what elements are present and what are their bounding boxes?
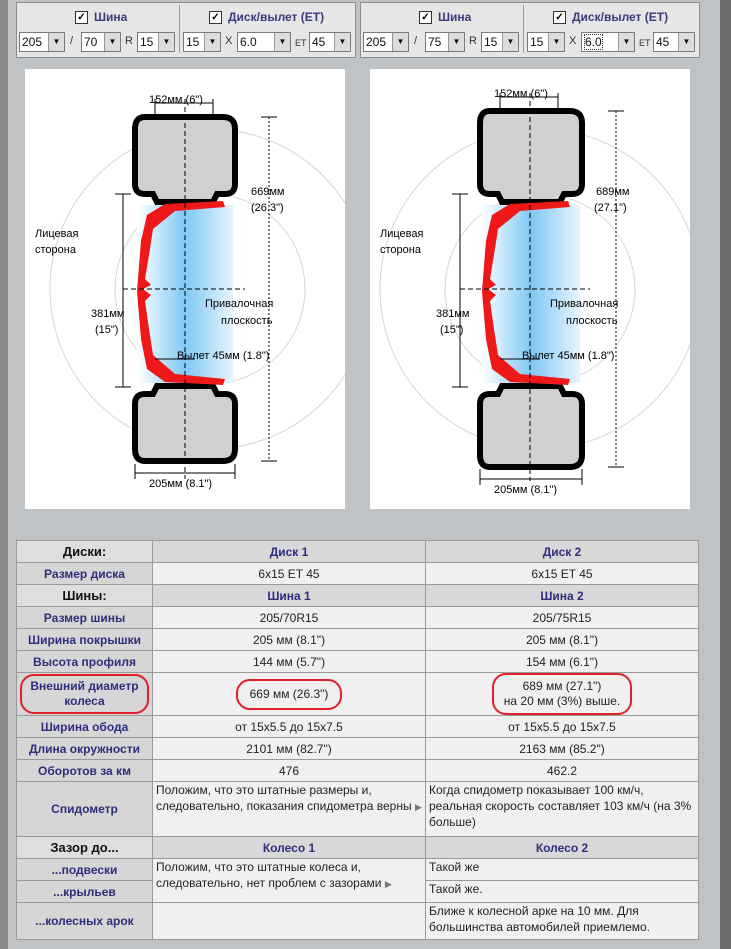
- disk-radius-value: 15: [530, 35, 544, 49]
- outer-diameter-1: 669 мм (26.3"): [236, 679, 343, 710]
- chevron-down-icon[interactable]: ▼: [448, 33, 464, 51]
- clearance-1: Положим, что это штатные колеса и, следовательно, нет проблем с зазорами: [156, 860, 382, 890]
- panel-divider: [523, 5, 524, 53]
- face-label-2: сторона: [380, 244, 421, 256]
- speedometer-label: Спидометр: [17, 782, 153, 837]
- arch-label: ...колесных арок: [17, 903, 153, 940]
- revolutions-1: 476: [153, 760, 426, 782]
- outer-diameter-in: (27.1"): [594, 202, 627, 214]
- table-row: [17, 760, 699, 782]
- fender-2: Такой же.: [426, 881, 699, 903]
- tire-size-2: 205/75R15: [426, 607, 699, 629]
- check-icon[interactable]: ✓: [209, 11, 222, 24]
- revolutions-label: Оборотов за км: [17, 760, 153, 782]
- et-value: 45: [312, 35, 326, 49]
- disk-toggle-1[interactable]: [209, 7, 324, 27]
- tread-width-1: 205 мм (8.1"): [153, 629, 426, 651]
- et-label: ET: [639, 38, 651, 48]
- chevron-down-icon[interactable]: ▼: [274, 33, 290, 51]
- more-arrow-icon[interactable]: ▶: [384, 879, 392, 889]
- disk-1-header: Диск 1: [153, 541, 426, 563]
- circumference-2: 2163 мм (85.2"): [426, 738, 699, 760]
- arch-2: Ближе к колесной арке на 10 мм. Для большинства автомобилей приемлемо.: [426, 903, 699, 940]
- outer-diameter-1-cell: [153, 673, 426, 716]
- arch-1: [153, 903, 426, 940]
- mount-plane-label-1: Привалочная: [205, 298, 274, 310]
- controls-panel-1: [16, 2, 356, 58]
- outer-diameter-label: Внешний диаметр колеса: [20, 674, 149, 714]
- face-label-2: сторона: [35, 244, 76, 256]
- profile-height-label: Высота профиля: [17, 651, 153, 673]
- tire-toggle-1[interactable]: [75, 7, 127, 27]
- tire-width-select-1[interactable]: [19, 32, 65, 52]
- table-row: [17, 629, 699, 651]
- mount-plane-label-2: плоскость: [566, 315, 618, 327]
- disk-width-select-2[interactable]: [581, 32, 635, 52]
- wheel-diagram-2: [370, 69, 690, 509]
- tire-width-value: 205: [22, 35, 43, 49]
- top-width-label: 152мм (6"): [149, 94, 203, 106]
- check-icon[interactable]: ✓: [75, 11, 88, 24]
- chevron-down-icon[interactable]: ▼: [502, 33, 518, 51]
- table-row: [17, 738, 699, 760]
- tire-top-section: [480, 111, 582, 202]
- disk-width-value: 6.0: [240, 35, 257, 49]
- tread-width-2: 205 мм (8.1"): [426, 629, 699, 651]
- slash-label: /: [414, 35, 418, 47]
- chevron-down-icon[interactable]: ▼: [104, 33, 120, 51]
- suspension-label: ...подвески: [17, 859, 153, 881]
- disk-2-header: Диск 2: [426, 541, 699, 563]
- outer-diameter-2: [492, 673, 632, 715]
- disk-radius-value: 15: [186, 35, 200, 49]
- rim-width-label: Ширина обода: [17, 716, 153, 738]
- offset-label: Вылет 45мм (1.8"): [177, 350, 270, 362]
- profile-value: 70: [84, 35, 98, 49]
- tread-width-label: Ширина покрышки: [17, 629, 153, 651]
- tire-toggle-2[interactable]: [419, 7, 471, 27]
- chevron-down-icon[interactable]: ▼: [158, 33, 174, 51]
- tires-section-label: Шины:: [17, 585, 153, 607]
- disk-toggle-label: Диск/вылет (ET): [228, 10, 325, 24]
- table-row: [17, 903, 699, 940]
- speedometer-1-cell: [153, 782, 426, 837]
- outer-diameter-mm: 669мм: [251, 186, 285, 198]
- disks-section-label: Диски:: [17, 541, 153, 563]
- tire-2-header: Шина 2: [426, 585, 699, 607]
- scrollbar-strip[interactable]: [720, 0, 731, 949]
- tire-size-1: 205/70R15: [153, 607, 426, 629]
- disk-width-value: 6.0: [585, 35, 602, 49]
- face-label-1: Лицевая: [380, 228, 424, 240]
- mount-plane-label-1: Привалочная: [550, 298, 619, 310]
- profile-height-1: 144 мм (5.7"): [153, 651, 426, 673]
- outer-diameter-2-cell: [426, 673, 699, 716]
- face-label-1: Лицевая: [35, 228, 79, 240]
- circumference-label: Длина окружности: [17, 738, 153, 760]
- table-row: [17, 541, 699, 563]
- outer-diameter-2-value: 689 мм (27.1"): [522, 679, 602, 693]
- outer-diameter-mm: 689мм: [596, 186, 630, 198]
- rim-diameter-mm: 381мм: [436, 308, 470, 320]
- tire-bottom-section: [480, 386, 582, 467]
- controls-panel-2: [360, 2, 700, 58]
- tire-radius-value: 15: [484, 35, 498, 49]
- check-icon[interactable]: ✓: [419, 11, 432, 24]
- rim-diameter-in: (15"): [95, 324, 119, 336]
- rim-diameter-mm: 381мм: [91, 308, 125, 320]
- circumference-1: 2101 мм (82.7"): [153, 738, 426, 760]
- bottom-width-label: 205мм (8.1"): [494, 484, 558, 496]
- bottom-width-label: 205мм (8.1"): [149, 478, 213, 490]
- chevron-down-icon[interactable]: ▼: [548, 33, 564, 51]
- check-icon[interactable]: ✓: [553, 11, 566, 24]
- table-row: [17, 673, 699, 716]
- table-row: [17, 716, 699, 738]
- panel-divider: [179, 5, 180, 53]
- tire-radius-select-2[interactable]: [481, 32, 519, 52]
- table-row: [17, 585, 699, 607]
- disk-size-1: 6x15 ET 45: [153, 563, 426, 585]
- x-label: X: [225, 35, 233, 47]
- et-select-1[interactable]: [309, 32, 351, 52]
- r-label: R: [125, 35, 133, 47]
- table-row: [17, 563, 699, 585]
- wheel-2-header: Колесо 2: [426, 837, 699, 859]
- disk-toggle-2[interactable]: [553, 7, 668, 27]
- disk-width-select-1[interactable]: [237, 32, 291, 52]
- disk-size-label: Размер диска: [17, 563, 153, 585]
- suspension-2: Такой же: [426, 859, 699, 881]
- top-width-label: 152мм (6"): [494, 88, 548, 100]
- outer-diameter-cell: [17, 673, 153, 716]
- chevron-down-icon[interactable]: ▼: [204, 33, 220, 51]
- chevron-down-icon[interactable]: ▼: [392, 33, 408, 51]
- fender-label: ...крыльев: [17, 881, 153, 903]
- tire-width-select-2[interactable]: [363, 32, 409, 52]
- table-row: [17, 607, 699, 629]
- chevron-down-icon[interactable]: ▼: [678, 33, 694, 51]
- slash-label: /: [70, 35, 74, 47]
- table-row: [17, 651, 699, 673]
- chevron-down-icon[interactable]: ▼: [618, 33, 634, 51]
- clearance-section-label: Зазор до...: [17, 837, 153, 859]
- et-select-2[interactable]: [653, 32, 695, 52]
- profile-select-1[interactable]: [81, 32, 121, 52]
- speedometer-2: Когда спидометр показывает 100 км/ч, реальная скорость составляет 103 км/ч (на 3% больше): [426, 782, 699, 837]
- tire-toggle-label: Шина: [438, 10, 472, 24]
- offset-label: Вылет 45мм (1.8"): [522, 350, 615, 362]
- profile-height-2: 154 мм (6.1"): [426, 651, 699, 673]
- wheel-1-header: Колесо 1: [153, 837, 426, 859]
- disk-radius-select-1[interactable]: [183, 32, 221, 52]
- outer-diameter-in: (26.3"): [251, 202, 284, 214]
- tire-size-label: Размер шины: [17, 607, 153, 629]
- speedometer-1: Положим, что это штатные размеры и, следовательно, показания спидометра верны: [156, 783, 412, 813]
- comparison-table: [16, 540, 699, 940]
- rim-width-2: от 15x5.5 до 15x7.5: [426, 716, 699, 738]
- profile-select-2[interactable]: [425, 32, 465, 52]
- r-label: R: [469, 35, 477, 47]
- table-row: [17, 859, 699, 881]
- tire-radius-value: 15: [140, 35, 154, 49]
- table-row: [17, 837, 699, 859]
- disk-size-2: 6x15 ET 45: [426, 563, 699, 585]
- chevron-down-icon[interactable]: ▼: [48, 33, 64, 51]
- wheel-diagram-1: [25, 69, 345, 509]
- tire-toggle-label: Шина: [94, 10, 128, 24]
- et-value: 45: [656, 35, 670, 49]
- mount-plane-label-2: плоскость: [221, 315, 273, 327]
- more-arrow-icon[interactable]: ▶: [414, 802, 422, 812]
- x-label: X: [569, 35, 577, 47]
- outer-diameter-2-diff: на 20 мм (3%) выше.: [503, 694, 621, 708]
- disk-radius-select-2[interactable]: [527, 32, 565, 52]
- disk-toggle-label: Диск/вылет (ET): [572, 10, 669, 24]
- clearance-1-cell: [153, 859, 426, 903]
- tire-width-value: 205: [366, 35, 387, 49]
- rim-width-1: от 15x5.5 до 15x7.5: [153, 716, 426, 738]
- rim-diameter-in: (15"): [440, 324, 464, 336]
- chevron-down-icon[interactable]: ▼: [334, 33, 350, 51]
- tire-radius-select-1[interactable]: [137, 32, 175, 52]
- revolutions-2: 462.2: [426, 760, 699, 782]
- profile-value: 75: [428, 35, 442, 49]
- et-label: ET: [295, 38, 307, 48]
- tire-1-header: Шина 1: [153, 585, 426, 607]
- table-row: [17, 782, 699, 837]
